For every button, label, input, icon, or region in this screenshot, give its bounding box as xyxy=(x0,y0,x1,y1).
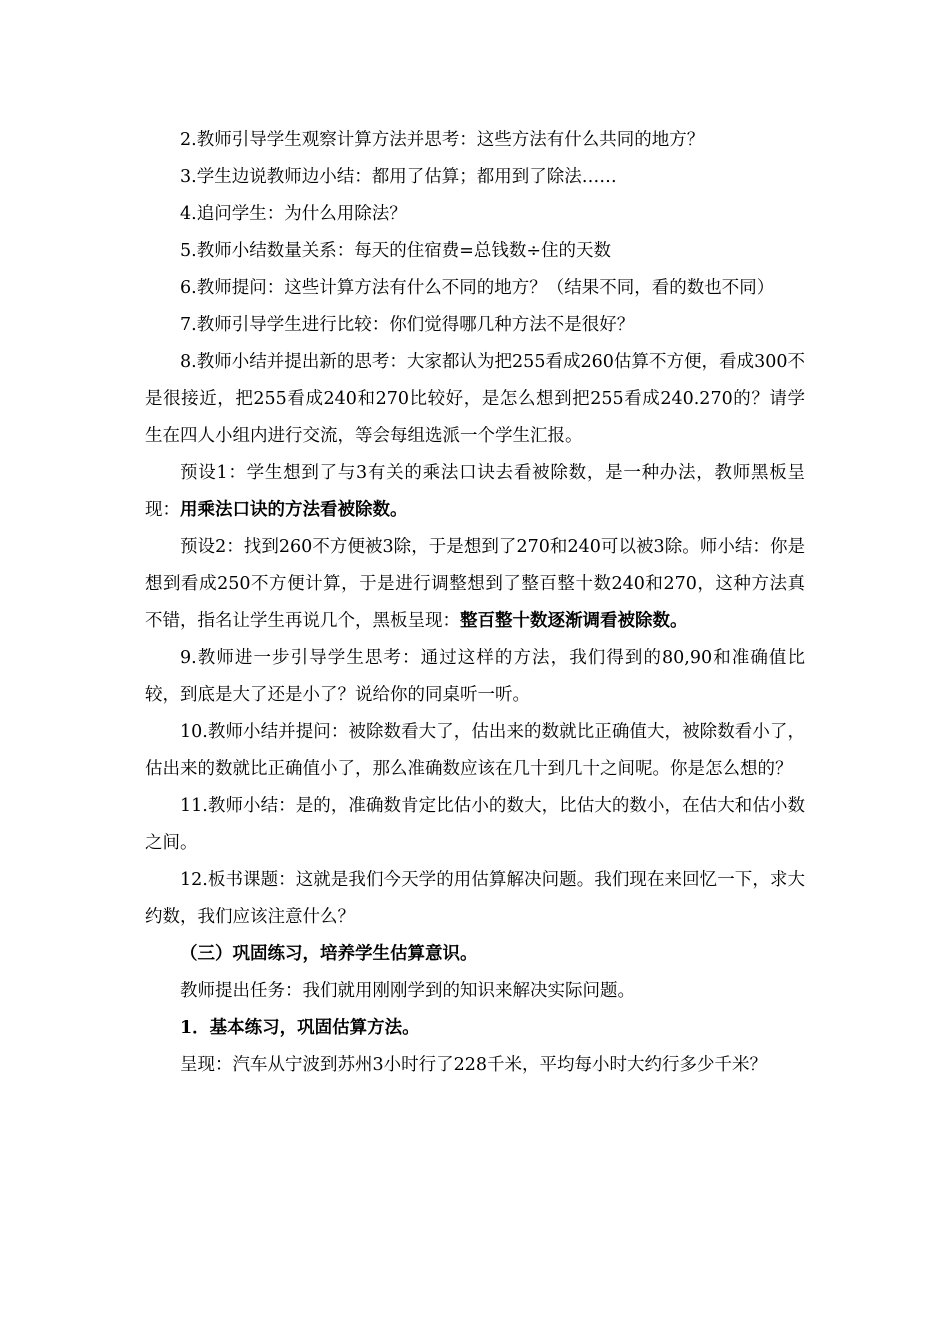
subheading-basic-practice xyxy=(145,1010,805,1047)
paragraph-text: 6.教师提问：这些计算方法有什么不同的地方？（结果不同，看的数也不同） xyxy=(180,278,775,298)
paragraph-bold-text: 用乘法口诀的方法看被除数。 xyxy=(180,500,408,520)
paragraph-text: 呈现：汽车从宁波到苏州3小时行了228千米，平均每小时大约行多少千米？ xyxy=(180,1055,768,1075)
paragraph-10 xyxy=(145,714,805,788)
paragraph-3 xyxy=(145,159,805,196)
paragraph-6 xyxy=(145,270,805,307)
paragraph-text: 2.教师引导学生观察计算方法并思考：这些方法有什么共同的地方？ xyxy=(180,130,705,150)
paragraph-text: 3.学生边说教师边小结：都用了估算；都用到了除法…… xyxy=(180,167,617,187)
paragraph-text: 教师提出任务：我们就用刚刚学到的知识来解决实际问题。 xyxy=(180,981,635,1001)
paragraph-text: 11.教师小结：是的，准确数肯定比估小的数大，比估大的数小，在估大和估小数之间。 xyxy=(145,796,805,853)
paragraph-text: 4.追问学生：为什么用除法？ xyxy=(180,204,407,224)
document-body xyxy=(145,122,805,1084)
paragraph-9 xyxy=(145,640,805,714)
paragraph-5 xyxy=(145,233,805,270)
paragraph-text: 预设2：找到260不方便被3除，于是想到了270和240可以被3除。师小结：你是想到看成250不方便计算，于是进行调整想到了整百整十数240和270，这种方法真不错，指名让学生再说几个，黑板呈现： xyxy=(145,537,805,631)
section-heading-text: （三）巩固练习，培养学生估算意识。 xyxy=(180,944,478,964)
paragraph-text: 10.教师小结并提问：被除数看大了，估出来的数就比正确值大，被除数看小了，估出来的数就比正确值小了，那么准确数应该在几十到几十之间呢。你是怎么想的？ xyxy=(145,722,805,779)
paragraph-text: 7.教师引导学生进行比较：你们觉得哪几种方法不是很好？ xyxy=(180,315,635,335)
paragraph-text: 9.教师进一步引导学生思考：通过这样的方法，我们得到的80,90和准确值比较，到底是大了还是小了？说给你的同桌听一听。 xyxy=(145,648,805,705)
paragraph-7 xyxy=(145,307,805,344)
paragraph-preset-1 xyxy=(145,455,805,529)
paragraph-bold-text: 整百整十数逐渐调看被除数。 xyxy=(460,611,688,631)
paragraph-text: 8.教师小结并提出新的思考：大家都认为把255看成260估算不方便，看成300不是很接近，把255看成240和270比较好，是怎么想到把255看成240.270的？请学生在四人小组内进行交流，等会每组选派一个学生汇报。 xyxy=(145,352,805,446)
paragraph-text: 5.教师小结数量关系：每天的住宿费=总钱数÷住的天数 xyxy=(180,241,612,261)
section-heading-3 xyxy=(145,936,805,973)
subheading-text: 1．基本练习，巩固估算方法。 xyxy=(180,1018,420,1038)
paragraph-problem xyxy=(145,1047,805,1084)
paragraph-2 xyxy=(145,122,805,159)
paragraph-preset-2 xyxy=(145,529,805,640)
paragraph-11 xyxy=(145,788,805,862)
paragraph-8 xyxy=(145,344,805,455)
paragraph-text: 12.板书课题：这就是我们今天学的用估算解决问题。我们现在来回忆一下，求大约数，我们应该注意什么？ xyxy=(145,870,805,927)
paragraph-12 xyxy=(145,862,805,936)
paragraph-task xyxy=(145,973,805,1010)
paragraph-4 xyxy=(145,196,805,233)
paragraph-text: 预设1：学生想到了与3有关的乘法口诀去看被除数，是一种办法，教师黑板呈现： xyxy=(145,463,805,520)
